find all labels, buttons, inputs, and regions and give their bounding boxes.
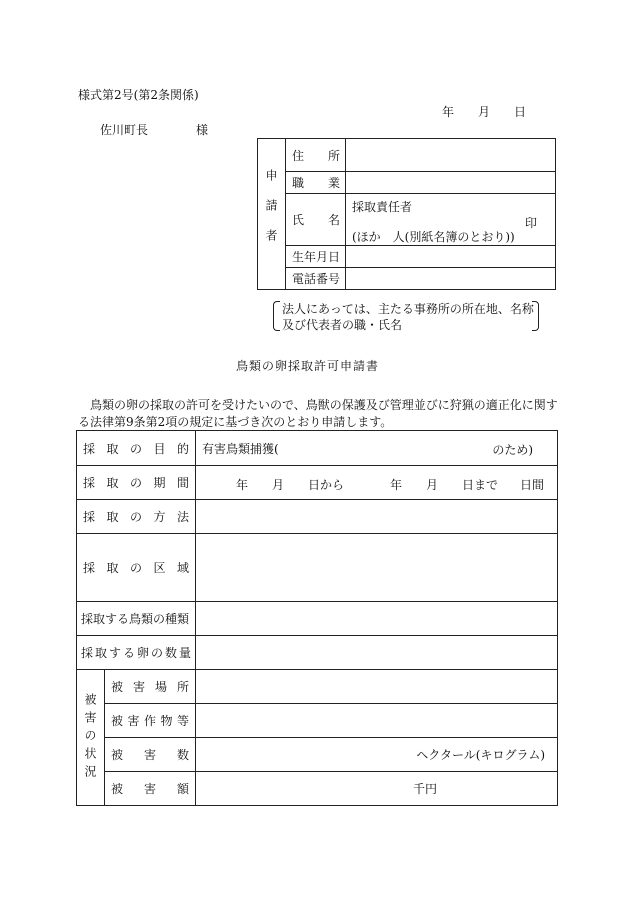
- date-line: 年 月 日: [442, 105, 527, 119]
- damage-count-label: 被害数: [105, 738, 196, 772]
- damage-place-label: 被害場所: [105, 670, 196, 704]
- damage-side-label: 被害の状況: [77, 670, 105, 806]
- damage-amount-field[interactable]: [196, 772, 558, 806]
- note-right-bracket: [532, 301, 539, 331]
- intro-line2: る法律第9条第2項の規定に基づき次のとおり申請します。: [78, 415, 393, 429]
- addressee-honorific: 様: [196, 123, 209, 137]
- applicant-side-label: 申請者: [258, 139, 286, 290]
- phone-label: 電話番号: [286, 268, 346, 290]
- purpose-prefix: 有害鳥類捕獲(: [202, 441, 279, 456]
- corp-note-line2: 及び代表者の職・氏名: [282, 318, 403, 332]
- period-month2: 月: [426, 478, 439, 492]
- damage-count-field[interactable]: [196, 738, 558, 772]
- period-day-to: 日まで: [462, 478, 499, 492]
- area-label: 採取の区域: [77, 534, 196, 602]
- method-label: 採取の方法: [77, 500, 196, 534]
- birth-field[interactable]: [346, 246, 556, 268]
- seal-mark: 印: [524, 216, 537, 230]
- period-year2: 年: [390, 478, 403, 492]
- occupation-label: 職 業: [286, 172, 346, 194]
- responsible-person-label: 採取責任者: [352, 200, 413, 214]
- purpose-label: 採取の目的: [77, 431, 196, 466]
- damage-crops-label: 被害作物等: [105, 704, 196, 738]
- damage-place-field[interactable]: [196, 670, 558, 704]
- quantity-field[interactable]: [196, 636, 558, 670]
- period-month1: 月: [272, 478, 285, 492]
- corp-note-line1: 法人にあっては、主たる事務所の所在地、名称: [282, 302, 534, 316]
- period-label: 採取の期間: [77, 466, 196, 500]
- period-day-from: 日から: [308, 478, 345, 492]
- applicant-table: [257, 138, 556, 290]
- name-field[interactable]: [346, 194, 556, 246]
- damage-amount-unit: 千円: [413, 782, 438, 796]
- occupation-field[interactable]: [346, 172, 556, 194]
- form-number: 様式第2号(第2条関係): [78, 88, 199, 102]
- damage-amount-label: 被害額: [105, 772, 196, 806]
- species-field[interactable]: [196, 602, 558, 636]
- period-year1: 年: [236, 478, 249, 492]
- birth-label: 生年月日: [286, 246, 346, 268]
- purpose-suffix: のため): [492, 443, 534, 457]
- intro-line1: 鳥類の卵の採取の許可を受けたいので、鳥獣の保護及び管理並びに狩猟の適正化に関す: [90, 398, 558, 412]
- period-days: 日間: [520, 478, 545, 492]
- note-left-bracket: [273, 301, 280, 331]
- addressee-town: 佐川町長: [100, 123, 149, 137]
- damage-count-unit: ヘクタール(キログラム): [416, 748, 546, 762]
- main-table: [76, 430, 558, 806]
- quantity-label: 採取する卵の数量: [77, 636, 196, 670]
- phone-field[interactable]: [346, 268, 556, 290]
- address-field[interactable]: [346, 139, 556, 172]
- document-title: 鳥類の卵採取許可申請書: [236, 359, 380, 373]
- others-note: (ほか 人(別紙名簿のとおり)): [352, 230, 515, 244]
- purpose-field[interactable]: [196, 431, 558, 466]
- species-label: 採取する鳥類の種類: [77, 602, 196, 636]
- name-label: 氏 名: [286, 194, 346, 246]
- area-field[interactable]: [196, 534, 558, 602]
- address-label: 住 所: [286, 139, 346, 172]
- damage-crops-field[interactable]: [196, 704, 558, 738]
- method-field[interactable]: [196, 500, 558, 534]
- period-field[interactable]: [196, 466, 558, 500]
